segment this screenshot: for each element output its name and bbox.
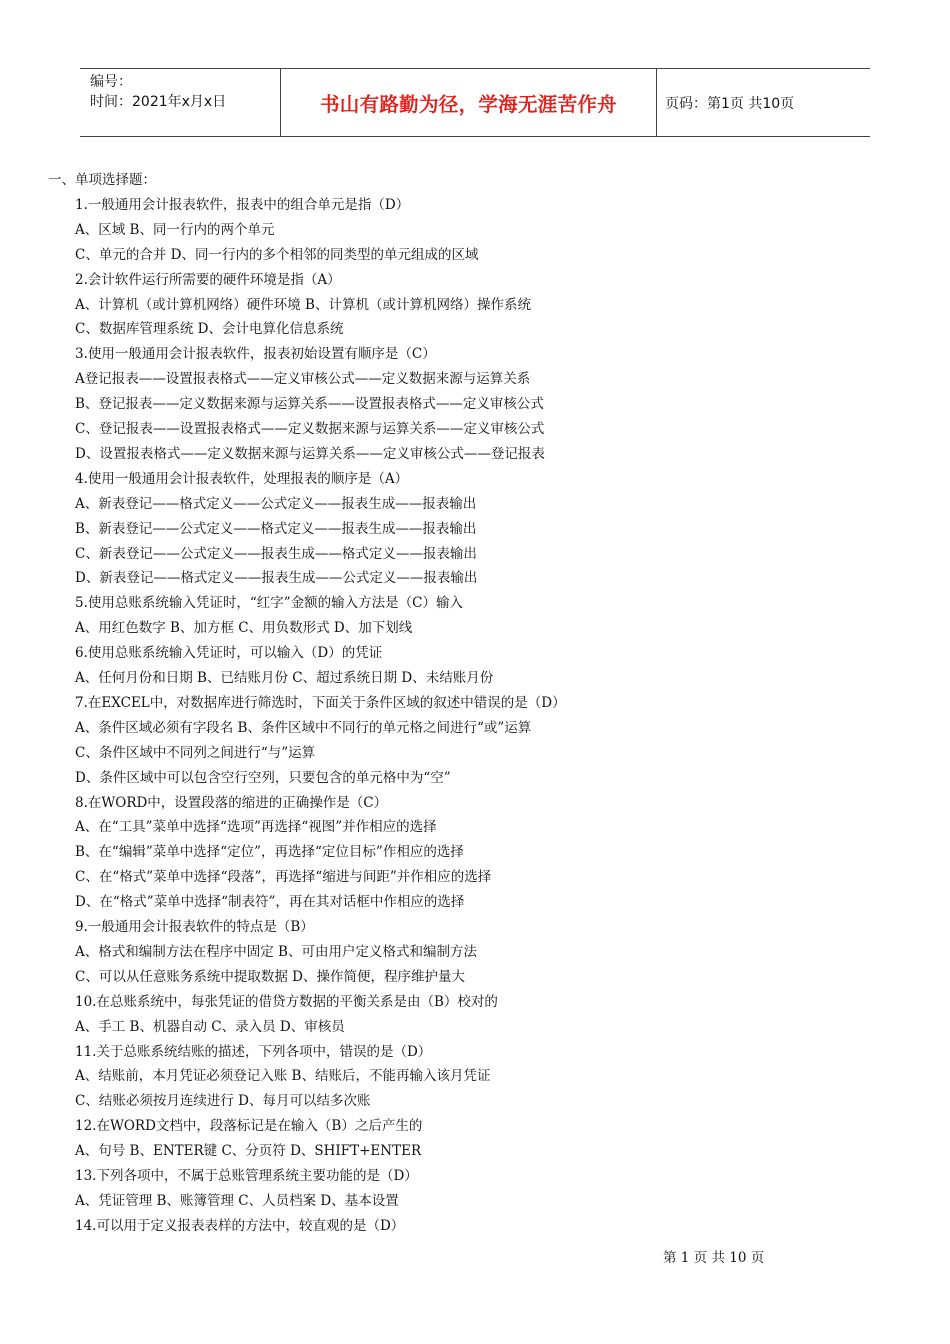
section-heading: 一、单项选择题： — [48, 172, 156, 188]
document-line: A、区域 B、同一行内的两个单元 — [75, 221, 275, 238]
document-line: C、可以从任意账务系统中提取数据 D、操作简便，程序维护量大 — [75, 968, 465, 985]
page-code: 页码：第1页 共10页 — [665, 95, 795, 112]
document-line: A、条件区域必须有字段名 B、条件区域中不同行的单元格之间进行“或”运算 — [75, 719, 532, 736]
document-line: 11.关于总账系统结账的描述，下列各项中，错误的是（D） — [75, 1043, 432, 1060]
document-line: 2.会计软件运行所需要的硬件环境是指（A） — [75, 271, 341, 288]
document-line: C、条件区域中不同列之间进行“与”运算 — [75, 744, 316, 761]
document-line: 6.使用总账系统输入凭证时，可以输入（D）的凭证 — [75, 645, 383, 662]
document-line: C、在“格式”菜单中选择“段落”，再选择“缩进与间距”并作相应的选择 — [75, 869, 492, 886]
document-line: 12.在WORD文档中，段落标记是在输入（B）之后产生的 — [75, 1118, 423, 1135]
document-line: 3.使用一般通用会计报表软件，报表初始设置有顺序是（C） — [75, 346, 436, 363]
document-line: 1.一般通用会计报表软件，报表中的组合单元是指（D） — [75, 196, 410, 213]
document-line: 8.在WORD中，设置段落的缩进的正确操作是（C） — [75, 794, 388, 811]
document-line: A、任何月份和日期 B、已结账月份 C、超过系统日期 D、未结账月份 — [75, 670, 494, 686]
document-line: 13.下列各项中，不属于总账管理系统主要功能的是（D） — [75, 1168, 418, 1184]
document-line: C、新表登记——公式定义——报表生成——格式定义——报表输出 — [75, 545, 477, 562]
document-line: A、手工 B、机器自动 C、录入员 D、审核员 — [75, 1018, 345, 1035]
time-label: 时间：2021年x月x日 — [90, 94, 227, 110]
document-line: C、结账必须按月连续进行 D、每月可以结多次账 — [75, 1093, 371, 1110]
document-line: A、新表登记——格式定义——公式定义——报表生成——报表输出 — [75, 495, 477, 512]
document-line: A、计算机（或计算机网络）硬件环境 B、计算机（或计算机网络）操作系统 — [75, 296, 531, 313]
document-line: C、登记报表——设置报表格式——定义数据来源与运算关系——定义审核公式 — [75, 421, 545, 437]
document-line: A、用红色数字 B、加方框 C、用负数形式 D、加下划线 — [75, 620, 413, 637]
document-line: 10.在总账系统中，每张凭证的借贷方数据的平衡关系是由（B）校对的 — [75, 993, 498, 1010]
document-line: 5.使用总账系统输入凭证时，“红字”金额的输入方法是（C）输入 — [75, 595, 464, 612]
number-label: 编号： — [90, 74, 132, 90]
document-line: 14.可以用于定义报表表样的方法中，较直观的是（D） — [75, 1217, 405, 1234]
document-line: A、结账前，本月凭证必须登记入账 B、结账后，不能再输入该月凭证 — [75, 1068, 491, 1085]
document-line: B、在“编辑”菜单中选择“定位”，再选择“定位目标”作相应的选择 — [75, 844, 464, 861]
page-footer: 第 1 页 共 10 页 — [663, 1250, 765, 1266]
document-line: B、登记报表——定义数据来源与运算关系——设置报表格式——定义审核公式 — [75, 396, 544, 413]
document-line: A登记报表——设置报表格式——定义审核公式——定义数据来源与运算关系 — [75, 371, 531, 388]
document-line: C、数据库管理系统 D、会计电算化信息系统 — [75, 321, 344, 338]
document-line: A、凭证管理 B、账簿管理 C、人员档案 D、基本设置 — [75, 1192, 399, 1209]
document-line: 7.在EXCEL中，对数据库进行筛选时，下面关于条件区域的叙述中错误的是（D） — [75, 694, 566, 711]
document-line: A、格式和编制方法在程序中固定 B、可由用户定义格式和编制方法 — [75, 943, 477, 960]
document-line: B、新表登记——公式定义——格式定义——报表生成——报表输出 — [75, 520, 477, 537]
header-motto-cell — [280, 69, 657, 136]
document-line: A、在“工具”菜单中选择“选项”再选择“视图”并作相应的选择 — [75, 819, 437, 836]
document-line: 9.一般通用会计报表软件的特点是（B） — [75, 919, 314, 935]
document-line: D、新表登记——格式定义——报表生成——公式定义——报表输出 — [75, 570, 478, 587]
document-line: D、在“格式”菜单中选择“制表符”，再在其对话框中作相应的选择 — [75, 894, 465, 911]
motto: 书山有路勤为径，学海无涯苦作舟 — [319, 92, 617, 116]
document-line: 4.使用一般通用会计报表软件，处理报表的顺序是（A） — [75, 470, 409, 487]
document-line: C、单元的合并 D、同一行内的多个相邻的同类型的单元组成的区域 — [75, 246, 479, 263]
document-line: D、设置报表格式——定义数据来源与运算关系——定义审核公式——登记报表 — [75, 445, 545, 462]
header-info — [80, 69, 280, 136]
header-page-cell — [656, 69, 870, 136]
page-header — [80, 68, 870, 137]
document-line: D、条件区域中可以包含空行空列，只要包含的单元格中为“空” — [75, 769, 451, 786]
document-line: A、句号 B、ENTER键 C、分页符 D、SHIFT+ENTER — [75, 1143, 422, 1160]
